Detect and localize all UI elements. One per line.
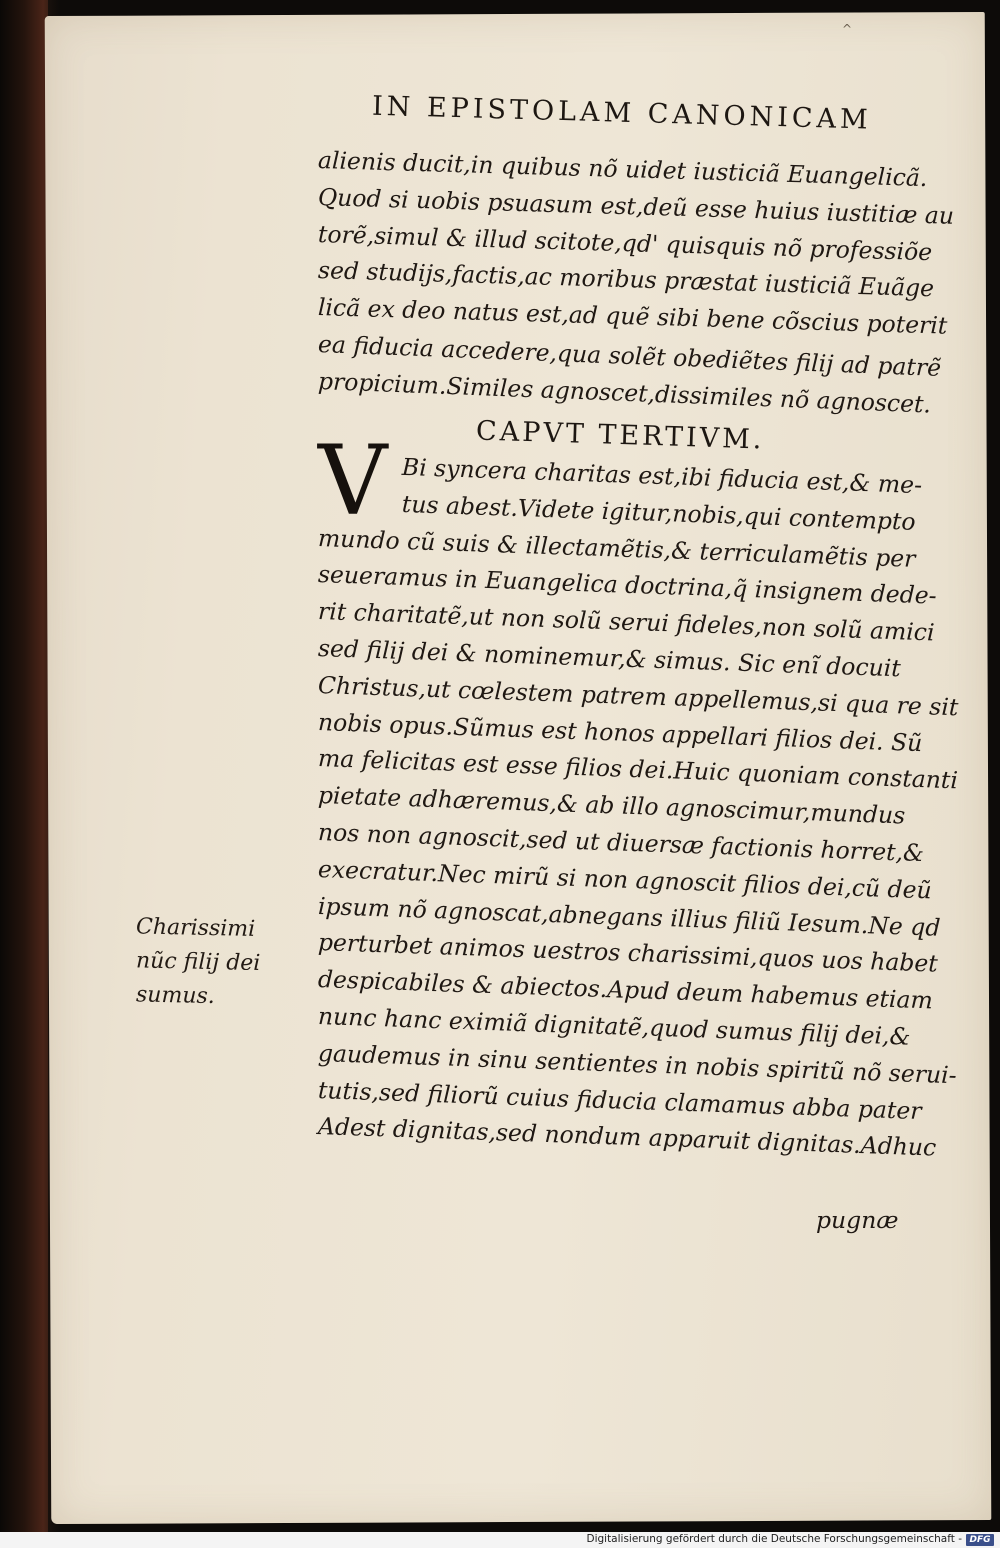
opening-paragraph (317, 142, 968, 419)
text-line: Christus,ut cœlestem patrem appellemus,si qua re sit (317, 670, 959, 722)
marginal-note-line: Charissimi (135, 914, 256, 942)
corner-mark: ^ (842, 22, 853, 36)
chapter-heading: CAPVT TERTIVM. (475, 415, 765, 456)
digitization-footer (0, 1532, 1000, 1548)
text-line: ipsum nõ agnoscat,abnegans illius filiũ Iesum.Ne qd (317, 891, 941, 942)
chapter-paragraph (317, 446, 968, 1162)
text-line: alienis ducit,in quibus nõ uidet iusticiã Euangelicã. (317, 146, 928, 193)
text-line: nobis opus.Sũmus est honos appellari filios dei. Sũ (317, 707, 923, 757)
text-line: nos non agnoscit,sed ut diuersæ factionis horret,& (317, 817, 925, 868)
running-head: IN EPISTOLAM CANONICAM (371, 90, 873, 136)
text-line: torẽ,simul & illud scitote,qd' quisquis nõ professiõe (317, 219, 933, 266)
text-line: tus abest.Videte igitur,nobis,qui contempto (401, 489, 917, 536)
text-line: mundo cũ suis & illectamẽtis,& terriculamẽtis per (317, 523, 916, 573)
binding-edge (0, 0, 48, 1532)
text-line: sed studijs,factis,ac moribus præstat iusticiã Euãge (317, 256, 935, 303)
text-line: Adest dignitas,sed nondum apparuit dignitas.Adhuc (317, 1112, 937, 1162)
text-line: despicabiles & abiectos.Apud deum habemus etiam (317, 965, 934, 1015)
text-line: Quod si uobis psuasum est,deũ esse huius iustitiæ au (317, 182, 955, 230)
text-line: ma felicitas est esse filios dei.Huic quoniam constanti (317, 744, 959, 795)
text-line: sed filij dei & nominemur,& simus. Sic enĩ docuit (317, 633, 902, 683)
text-line: gaudemus in sinu sentientes in nobis spiritũ nõ serui- (317, 1038, 958, 1090)
text-line: seueramus in Euangelica doctrina,q̃ insignem dede- (317, 560, 938, 610)
marginal-note-line: nũc filij dei (135, 948, 261, 977)
footer-credit: Digitalisierung gefördert durch die Deutsche Forschungsgemeinschaft - (586, 1533, 962, 1545)
text-line: nunc hanc eximiã dignitatẽ,quod sumus filij dei,& (317, 1001, 911, 1051)
text-line: perturbet animos uestros charissimi,quos uos habet (317, 928, 939, 978)
marginal-note (136, 912, 286, 1014)
text-line: licã ex deo natus est,ad quẽ sibi bene cõscius poterit (317, 293, 948, 340)
dfg-logo: DFG (966, 1534, 994, 1546)
catchword: pugnæ (816, 1206, 899, 1234)
text-line: execratur.Nec mirũ si non agnoscit filios dei,cũ deũ (317, 854, 933, 905)
text-line: propicium.Similes agnoscet,dissimiles nõ agnoscet. (317, 366, 932, 419)
marginal-note-line: sumus. (135, 982, 216, 1010)
text-line: ea fiducia accedere,qua solẽt obediẽtes filij ad patrẽ (317, 329, 942, 382)
text-line: rit charitatẽ,ut non solũ serui fideles,non solũ amici (317, 597, 936, 647)
drop-cap: V (318, 425, 388, 537)
text-line: Bi syncera charitas est,ibi fiducia est,& me- (401, 452, 923, 500)
text-line: pietate adhæremus,& ab illo agnoscimur,mundus (317, 781, 906, 830)
text-line: tutis,sed filiorũ cuius fiducia clamamus abba pater (317, 1075, 923, 1125)
